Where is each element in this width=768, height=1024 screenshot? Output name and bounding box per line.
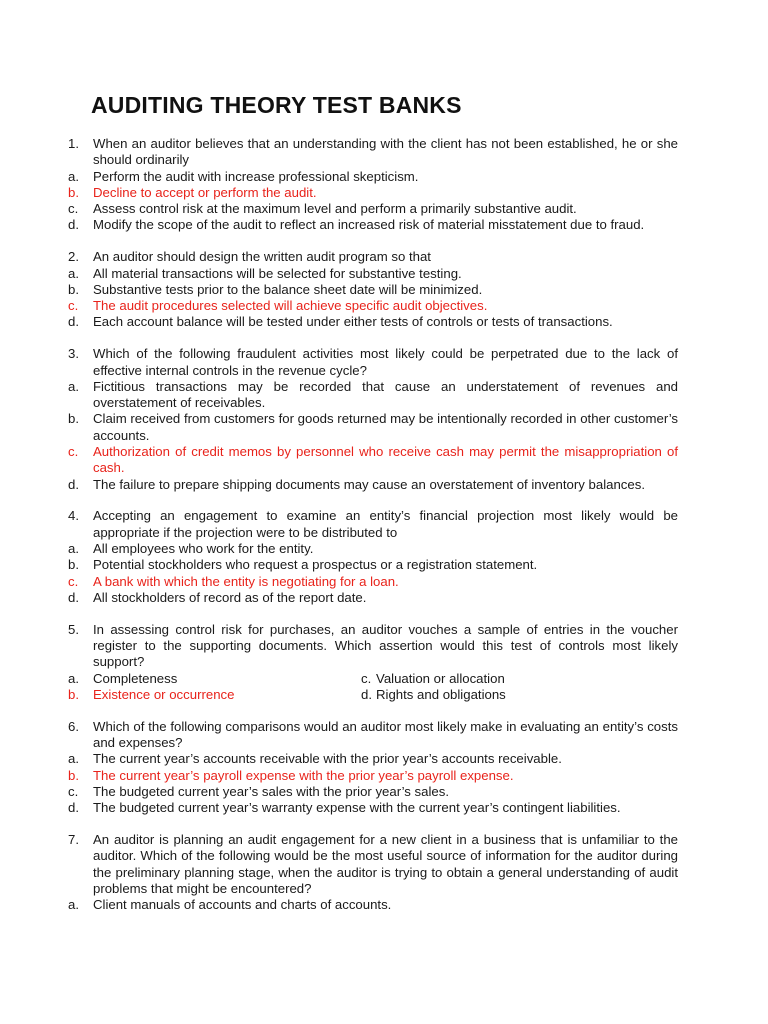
answer-option bbox=[68, 784, 678, 800]
option-text: The budgeted current year’s sales with the prior year’s sales. bbox=[93, 783, 450, 799]
question-text: Which of the following comparisons would an auditor most likely make in evaluating an entity’s costs and expenses? bbox=[93, 718, 678, 750]
option-columns bbox=[93, 671, 678, 687]
question-block bbox=[68, 622, 678, 703]
answer-option bbox=[68, 557, 678, 573]
option-letter: c. bbox=[68, 444, 79, 460]
option-letter: a. bbox=[68, 897, 79, 913]
correct-answer-option bbox=[68, 444, 678, 477]
option-letter: d. bbox=[361, 686, 372, 702]
option-letter: d. bbox=[68, 476, 79, 492]
answer-option bbox=[361, 687, 678, 703]
question-number: 5. bbox=[68, 621, 79, 637]
answer-option bbox=[68, 282, 678, 298]
correct-answer-option bbox=[68, 185, 678, 201]
option-letter: a. bbox=[68, 168, 79, 184]
question-number: 6. bbox=[68, 718, 79, 734]
answer-option bbox=[68, 314, 678, 330]
option-text: Each account balance will be tested under either tests of controls or tests of transactions. bbox=[93, 314, 613, 330]
option-text: Potential stockholders who request a prospectus or a registration statement. bbox=[93, 557, 538, 573]
option-letter: b. bbox=[68, 557, 79, 573]
question-text: Accepting an engagement to examine an entity’s financial projection most likely would be appropriate if the projection were to be distributed to bbox=[93, 508, 678, 540]
option-letter: d. bbox=[68, 217, 79, 233]
option-text: Perform the audit with increase professional skepticism. bbox=[93, 168, 419, 184]
option-letter: a. bbox=[68, 670, 79, 686]
option-text: Modify the scope of the audit to reflect an increased risk of material misstatement due to fraud. bbox=[93, 217, 645, 233]
question-number: 4. bbox=[68, 508, 79, 524]
question-list bbox=[68, 136, 678, 929]
question-number: 2. bbox=[68, 249, 79, 265]
question-text: In assessing control risk for purchases, an auditor vouches a sample of entries in the voucher register to the supporting documents. Which assertion would this test of controls most likely support? bbox=[93, 621, 678, 670]
question-stem bbox=[68, 622, 678, 671]
question-number: 7. bbox=[68, 831, 79, 847]
question-block bbox=[68, 346, 678, 493]
option-text: All employees who work for the entity. bbox=[93, 541, 314, 557]
option-text: Assess control risk at the maximum level and perform a primarily substantive audit. bbox=[93, 201, 577, 217]
question-stem bbox=[68, 719, 678, 752]
answer-option: Completeness bbox=[93, 670, 178, 686]
question-block bbox=[68, 832, 678, 913]
answer-option bbox=[68, 266, 678, 282]
answer-option bbox=[68, 217, 678, 233]
option-letter: a. bbox=[68, 378, 79, 394]
question-number: 1. bbox=[68, 136, 79, 151]
option-text: Fictitious transactions may be recorded that cause an understatement of revenues and overstatement of receivables. bbox=[93, 378, 678, 411]
document-title: AUDITING THEORY TEST BANKS bbox=[91, 92, 462, 118]
option-letter: c. bbox=[68, 201, 79, 217]
question-text: An auditor is planning an audit engagement for a new client in a business that is unfamiliar to the auditor. Which of the following would be the most useful source of information for the auditor during the preliminary planning stage, when the auditor is trying to obtain a general understanding of audit problems that might be encountered? bbox=[93, 831, 678, 896]
answer-option bbox=[68, 201, 678, 217]
option-letter: c. bbox=[68, 298, 79, 314]
answer-option bbox=[68, 751, 678, 767]
correct-answer-option bbox=[68, 768, 678, 784]
answer-option bbox=[68, 541, 678, 557]
question-block bbox=[68, 249, 678, 330]
option-letter: b. bbox=[68, 411, 79, 427]
answer-option bbox=[68, 477, 678, 493]
option-text: The budgeted current year’s warranty expense with the current year’s contingent liabilities. bbox=[93, 800, 621, 816]
option-letter: c. bbox=[361, 670, 372, 686]
question-block bbox=[68, 136, 678, 234]
question-stem bbox=[68, 508, 678, 541]
option-text: The current year’s accounts receivable with the prior year’s accounts receivable. bbox=[93, 751, 562, 767]
answer-option bbox=[361, 671, 678, 687]
option-text: All material transactions will be selected for substantive testing. bbox=[93, 265, 462, 281]
option-letter: b. bbox=[68, 281, 79, 297]
option-columns bbox=[93, 687, 678, 703]
answer-option-row bbox=[68, 687, 678, 703]
question-stem bbox=[68, 249, 678, 265]
option-letter: a. bbox=[68, 541, 79, 557]
correct-answer-option bbox=[68, 574, 678, 590]
option-letter: a. bbox=[68, 751, 79, 767]
correct-answer-option bbox=[68, 298, 678, 314]
option-text: Client manuals of accounts and charts of accounts. bbox=[93, 897, 392, 913]
option-text: Authorization of credit memos by personnel who receive cash may permit the misappropriation of cash. bbox=[93, 444, 678, 476]
answer-option-row bbox=[68, 671, 678, 687]
correct-answer-option: Existence or occurrence bbox=[93, 686, 235, 702]
question-stem bbox=[68, 832, 678, 897]
option-letter: c. bbox=[68, 783, 79, 799]
answer-option bbox=[68, 169, 678, 185]
option-letter: d. bbox=[68, 800, 79, 816]
option-letter: d. bbox=[68, 314, 79, 330]
answer-option bbox=[68, 379, 678, 412]
option-letter: b. bbox=[68, 767, 79, 783]
question-number: 3. bbox=[68, 346, 79, 362]
option-text: Valuation or allocation bbox=[376, 670, 505, 686]
answer-option bbox=[68, 411, 678, 444]
option-letter: d. bbox=[68, 589, 79, 605]
option-text: The audit procedures selected will achieve specific audit objectives. bbox=[93, 298, 488, 314]
question-text: An auditor should design the written audit program so that bbox=[93, 249, 431, 265]
option-text: The current year’s payroll expense with the prior year’s payroll expense. bbox=[93, 767, 514, 783]
option-text: Rights and obligations bbox=[376, 686, 506, 702]
question-block bbox=[68, 719, 678, 817]
option-letter: c. bbox=[68, 573, 79, 589]
question-text: Which of the following fraudulent activities most likely could be perpetrated due to the lack of effective internal controls in the revenue cycle? bbox=[93, 346, 678, 378]
option-letter: b. bbox=[68, 184, 79, 200]
option-text: The failure to prepare shipping documents may cause an overstatement of inventory balances. bbox=[93, 476, 645, 492]
question-text: When an auditor believes that an understanding with the client has not been established, he or she should ordinarily bbox=[93, 136, 678, 168]
question-stem bbox=[68, 346, 678, 379]
option-letter: b. bbox=[68, 686, 79, 702]
question-block bbox=[68, 508, 678, 606]
option-text: Substantive tests prior to the balance sheet date will be minimized. bbox=[93, 281, 483, 297]
question-stem bbox=[68, 136, 678, 169]
option-text: Claim received from customers for goods returned may be intentionally recorded in other customer’s accounts. bbox=[93, 411, 678, 443]
answer-option bbox=[68, 897, 678, 913]
option-text: Decline to accept or perform the audit. bbox=[93, 184, 317, 200]
answer-option bbox=[68, 800, 678, 816]
option-letter: a. bbox=[68, 265, 79, 281]
option-text: All stockholders of record as of the report date. bbox=[93, 589, 367, 605]
option-text: A bank with which the entity is negotiating for a loan. bbox=[93, 573, 399, 589]
answer-option bbox=[68, 590, 678, 606]
